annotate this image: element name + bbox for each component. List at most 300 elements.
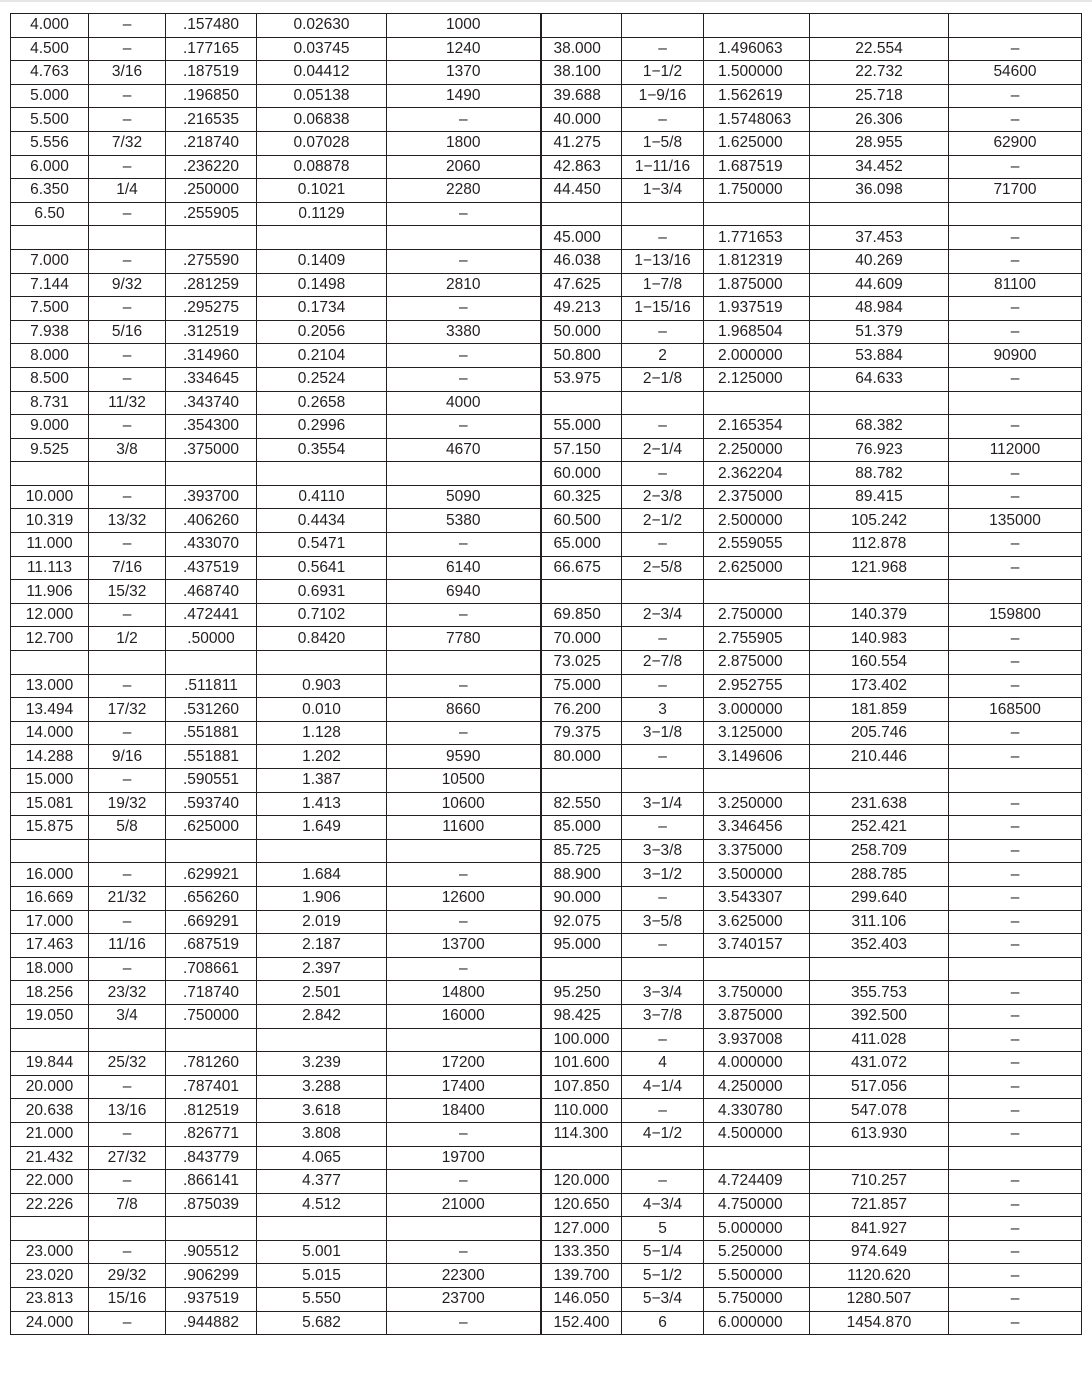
cell-right-value: 710.257 bbox=[810, 1170, 949, 1194]
table-row bbox=[11, 84, 1082, 108]
cell-right-fraction: 2−3/4 bbox=[622, 603, 704, 627]
cell-right-inch: 3.250000 bbox=[704, 792, 810, 816]
cell-left-inch: .393700 bbox=[166, 485, 257, 509]
cell-left-value bbox=[257, 462, 387, 486]
table-row bbox=[11, 61, 1082, 85]
cell-right-inch: 2.125000 bbox=[704, 367, 810, 391]
cell-left-fraction bbox=[89, 226, 166, 250]
cell-right-inch bbox=[704, 769, 810, 793]
cell-left-value: 5.001 bbox=[257, 1240, 387, 1264]
table-row bbox=[11, 415, 1082, 439]
cell-right-fraction: 1−7/8 bbox=[622, 273, 704, 297]
cell-left-load: 1370 bbox=[387, 61, 541, 85]
cell-right-fraction: 4−3/4 bbox=[622, 1193, 704, 1217]
cell-right-load: – bbox=[949, 1240, 1082, 1264]
cell-left-inch: .281259 bbox=[166, 273, 257, 297]
cell-left-inch: .275590 bbox=[166, 249, 257, 273]
cell-left-mm: 10.000 bbox=[11, 485, 89, 509]
cell-right-mm: 53.975 bbox=[541, 367, 622, 391]
cell-right-load: 112000 bbox=[949, 438, 1082, 462]
cell-right-mm: 107.850 bbox=[541, 1075, 622, 1099]
cell-right-load: – bbox=[949, 556, 1082, 580]
cell-left-load: 2060 bbox=[387, 155, 541, 179]
cell-left-inch: .187519 bbox=[166, 61, 257, 85]
cell-right-inch: 1.5748063 bbox=[704, 108, 810, 132]
cell-left-load: – bbox=[387, 249, 541, 273]
cell-right-value bbox=[810, 580, 949, 604]
table-row bbox=[11, 863, 1082, 887]
cell-right-load: – bbox=[949, 226, 1082, 250]
cell-right-inch: 5.750000 bbox=[704, 1288, 810, 1312]
cell-left-fraction: – bbox=[89, 910, 166, 934]
table-row bbox=[11, 556, 1082, 580]
cell-right-fraction: – bbox=[622, 415, 704, 439]
table-row bbox=[11, 957, 1082, 981]
cell-left-value: 0.08878 bbox=[257, 155, 387, 179]
cell-left-mm bbox=[11, 651, 89, 675]
cell-right-fraction: 2 bbox=[622, 344, 704, 368]
cell-left-mm: 7.000 bbox=[11, 249, 89, 273]
cell-left-mm: 19.050 bbox=[11, 1004, 89, 1028]
cell-right-inch: 3.543307 bbox=[704, 886, 810, 910]
cell-left-mm: 16.000 bbox=[11, 863, 89, 887]
cell-right-inch: 1.500000 bbox=[704, 61, 810, 85]
cell-left-mm: 22.226 bbox=[11, 1193, 89, 1217]
cell-right-mm: 120.650 bbox=[541, 1193, 622, 1217]
cell-right-inch: 3.125000 bbox=[704, 721, 810, 745]
cell-right-mm: 50.800 bbox=[541, 344, 622, 368]
cell-right-mm bbox=[541, 14, 622, 38]
cell-left-inch: .343740 bbox=[166, 391, 257, 415]
cell-left-inch: .334645 bbox=[166, 367, 257, 391]
cell-right-value: 89.415 bbox=[810, 485, 949, 509]
cell-right-value: 1454.870 bbox=[810, 1311, 949, 1335]
cell-left-fraction: 11/32 bbox=[89, 391, 166, 415]
cell-left-value: 0.903 bbox=[257, 674, 387, 698]
cell-left-inch: .218740 bbox=[166, 131, 257, 155]
cell-left-load: 3380 bbox=[387, 320, 541, 344]
cell-left-load: 23700 bbox=[387, 1288, 541, 1312]
cell-left-fraction: 1/2 bbox=[89, 627, 166, 651]
cell-right-mm: 38.000 bbox=[541, 37, 622, 61]
cell-right-value: 181.859 bbox=[810, 698, 949, 722]
cell-right-load: – bbox=[949, 415, 1082, 439]
cell-left-load: 17400 bbox=[387, 1075, 541, 1099]
table-row bbox=[11, 367, 1082, 391]
cell-right-fraction bbox=[622, 391, 704, 415]
cell-left-mm bbox=[11, 226, 89, 250]
table-row bbox=[11, 792, 1082, 816]
cell-left-inch: .812519 bbox=[166, 1099, 257, 1123]
table-row bbox=[11, 155, 1082, 179]
cell-right-mm bbox=[541, 1146, 622, 1170]
cell-left-value bbox=[257, 839, 387, 863]
cell-right-value: 841.927 bbox=[810, 1217, 949, 1241]
table-row bbox=[11, 438, 1082, 462]
cell-right-inch: 5.250000 bbox=[704, 1240, 810, 1264]
cell-right-mm: 95.250 bbox=[541, 981, 622, 1005]
cell-left-mm: 7.938 bbox=[11, 320, 89, 344]
cell-left-inch: .687519 bbox=[166, 934, 257, 958]
cell-left-value bbox=[257, 226, 387, 250]
cell-right-mm: 92.075 bbox=[541, 910, 622, 934]
cell-left-mm bbox=[11, 1217, 89, 1241]
cell-left-fraction: 25/32 bbox=[89, 1052, 166, 1076]
cell-left-fraction: – bbox=[89, 485, 166, 509]
cell-left-value bbox=[257, 1028, 387, 1052]
cell-right-load: – bbox=[949, 1311, 1082, 1335]
cell-right-inch: 4.330780 bbox=[704, 1099, 810, 1123]
cell-right-load: – bbox=[949, 485, 1082, 509]
cell-left-value: 3.239 bbox=[257, 1052, 387, 1076]
cell-right-fraction: 1−13/16 bbox=[622, 249, 704, 273]
cell-right-mm: 69.850 bbox=[541, 603, 622, 627]
cell-right-fraction: 1−9/16 bbox=[622, 84, 704, 108]
cell-right-load: – bbox=[949, 721, 1082, 745]
cell-left-inch: .406260 bbox=[166, 509, 257, 533]
cell-right-mm bbox=[541, 202, 622, 226]
cell-left-load: 8660 bbox=[387, 698, 541, 722]
cell-left-mm: 18.256 bbox=[11, 981, 89, 1005]
cell-right-load: – bbox=[949, 1099, 1082, 1123]
cell-left-load: 7780 bbox=[387, 627, 541, 651]
cell-right-mm: 95.000 bbox=[541, 934, 622, 958]
cell-left-value: 4.377 bbox=[257, 1170, 387, 1194]
cell-right-value: 299.640 bbox=[810, 886, 949, 910]
cell-left-value: 3.288 bbox=[257, 1075, 387, 1099]
cell-right-fraction: 3−1/8 bbox=[622, 721, 704, 745]
cell-right-fraction bbox=[622, 1146, 704, 1170]
cell-left-mm bbox=[11, 462, 89, 486]
cell-right-load bbox=[949, 957, 1082, 981]
cell-left-fraction: 5/8 bbox=[89, 816, 166, 840]
cell-right-mm: 39.688 bbox=[541, 84, 622, 108]
table-row bbox=[11, 179, 1082, 203]
cell-left-fraction: – bbox=[89, 674, 166, 698]
cell-right-inch: 4.724409 bbox=[704, 1170, 810, 1194]
table-row bbox=[11, 886, 1082, 910]
cell-left-load: – bbox=[387, 1170, 541, 1194]
cell-right-load: – bbox=[949, 1288, 1082, 1312]
cell-left-value: 2.397 bbox=[257, 957, 387, 981]
table-row bbox=[11, 603, 1082, 627]
cell-left-value: 0.8420 bbox=[257, 627, 387, 651]
cell-left-inch: .906299 bbox=[166, 1264, 257, 1288]
cell-left-inch: .312519 bbox=[166, 320, 257, 344]
cell-right-fraction: 4−1/4 bbox=[622, 1075, 704, 1099]
cell-left-fraction: – bbox=[89, 1075, 166, 1099]
cell-left-inch bbox=[166, 1217, 257, 1241]
cell-left-fraction: – bbox=[89, 344, 166, 368]
cell-right-mm: 66.675 bbox=[541, 556, 622, 580]
cell-left-mm: 12.700 bbox=[11, 627, 89, 651]
cell-left-inch bbox=[166, 462, 257, 486]
cell-right-fraction: 3 bbox=[622, 698, 704, 722]
table-row bbox=[11, 816, 1082, 840]
cell-left-inch: .866141 bbox=[166, 1170, 257, 1194]
cell-left-mm: 11.113 bbox=[11, 556, 89, 580]
cell-left-fraction: – bbox=[89, 603, 166, 627]
table-row bbox=[11, 1004, 1082, 1028]
cell-left-fraction: 15/32 bbox=[89, 580, 166, 604]
cell-right-mm: 40.000 bbox=[541, 108, 622, 132]
cell-right-load: – bbox=[949, 320, 1082, 344]
cell-left-load: 2810 bbox=[387, 273, 541, 297]
cell-left-value: 0.06838 bbox=[257, 108, 387, 132]
cell-right-load: – bbox=[949, 1028, 1082, 1052]
cell-right-inch: 1.496063 bbox=[704, 37, 810, 61]
cell-right-inch: 2.375000 bbox=[704, 485, 810, 509]
cell-right-value: 311.106 bbox=[810, 910, 949, 934]
cell-right-load: – bbox=[949, 1004, 1082, 1028]
cell-left-fraction: – bbox=[89, 769, 166, 793]
cell-left-load: – bbox=[387, 1311, 541, 1335]
cell-right-load bbox=[949, 769, 1082, 793]
cell-right-inch: 1.937519 bbox=[704, 297, 810, 321]
cell-left-value: 5.015 bbox=[257, 1264, 387, 1288]
cell-right-load: – bbox=[949, 981, 1082, 1005]
cell-right-load: 71700 bbox=[949, 179, 1082, 203]
cell-right-inch: 2.559055 bbox=[704, 533, 810, 557]
cell-left-fraction: 3/8 bbox=[89, 438, 166, 462]
table-row bbox=[11, 509, 1082, 533]
cell-right-fraction: 2−3/8 bbox=[622, 485, 704, 509]
cell-right-value: 517.056 bbox=[810, 1075, 949, 1099]
cell-right-mm: 75.000 bbox=[541, 674, 622, 698]
cell-right-value: 25.718 bbox=[810, 84, 949, 108]
table-row bbox=[11, 1146, 1082, 1170]
cell-left-load: – bbox=[387, 297, 541, 321]
cell-right-fraction: – bbox=[622, 533, 704, 557]
cell-right-mm: 73.025 bbox=[541, 651, 622, 675]
cell-right-fraction: 3−5/8 bbox=[622, 910, 704, 934]
cell-left-load: 14800 bbox=[387, 981, 541, 1005]
cell-left-value: 0.07028 bbox=[257, 131, 387, 155]
cell-left-fraction: 29/32 bbox=[89, 1264, 166, 1288]
table-row bbox=[11, 226, 1082, 250]
cell-right-load: 62900 bbox=[949, 131, 1082, 155]
cell-left-value: 0.4434 bbox=[257, 509, 387, 533]
cell-left-inch: .177165 bbox=[166, 37, 257, 61]
cell-left-load bbox=[387, 651, 541, 675]
cell-left-inch: .781260 bbox=[166, 1052, 257, 1076]
cell-right-value: 105.242 bbox=[810, 509, 949, 533]
cell-left-inch: .826771 bbox=[166, 1122, 257, 1146]
cell-right-mm: 42.863 bbox=[541, 155, 622, 179]
cell-left-fraction: – bbox=[89, 415, 166, 439]
cell-right-load bbox=[949, 14, 1082, 38]
cell-right-value: 252.421 bbox=[810, 816, 949, 840]
cell-left-load bbox=[387, 1028, 541, 1052]
cell-left-load: – bbox=[387, 863, 541, 887]
cell-right-value: 392.500 bbox=[810, 1004, 949, 1028]
cell-left-inch: .468740 bbox=[166, 580, 257, 604]
cell-left-inch: .937519 bbox=[166, 1288, 257, 1312]
cell-left-fraction: 13/32 bbox=[89, 509, 166, 533]
cell-left-value: 0.6931 bbox=[257, 580, 387, 604]
table-row bbox=[11, 769, 1082, 793]
cell-right-fraction: 1−15/16 bbox=[622, 297, 704, 321]
table-row bbox=[11, 202, 1082, 226]
cell-right-value: 34.452 bbox=[810, 155, 949, 179]
cell-right-value: 121.968 bbox=[810, 556, 949, 580]
cell-left-value: 0.1129 bbox=[257, 202, 387, 226]
cell-left-inch: .787401 bbox=[166, 1075, 257, 1099]
cell-left-load: 1000 bbox=[387, 14, 541, 38]
cell-left-inch: .196850 bbox=[166, 84, 257, 108]
cell-right-value: 613.930 bbox=[810, 1122, 949, 1146]
cell-left-inch bbox=[166, 651, 257, 675]
cell-right-mm: 57.150 bbox=[541, 438, 622, 462]
cell-left-load: 19700 bbox=[387, 1146, 541, 1170]
cell-right-fraction: – bbox=[622, 108, 704, 132]
cell-left-mm: 6.000 bbox=[11, 155, 89, 179]
cell-right-value: 1280.507 bbox=[810, 1288, 949, 1312]
cell-right-load: – bbox=[949, 1122, 1082, 1146]
cell-left-fraction: 9/16 bbox=[89, 745, 166, 769]
cell-left-value: 1.649 bbox=[257, 816, 387, 840]
cell-left-mm: 8.500 bbox=[11, 367, 89, 391]
cell-left-inch: .354300 bbox=[166, 415, 257, 439]
cell-left-fraction: – bbox=[89, 297, 166, 321]
table-row bbox=[11, 344, 1082, 368]
cell-left-value: 0.2104 bbox=[257, 344, 387, 368]
table-row bbox=[11, 37, 1082, 61]
cell-left-value: 2.019 bbox=[257, 910, 387, 934]
cell-left-value: 0.1021 bbox=[257, 179, 387, 203]
cell-left-fraction: 27/32 bbox=[89, 1146, 166, 1170]
cell-right-fraction: – bbox=[622, 627, 704, 651]
cell-left-mm: 11.000 bbox=[11, 533, 89, 557]
cell-right-load: – bbox=[949, 1075, 1082, 1099]
cell-right-mm: 79.375 bbox=[541, 721, 622, 745]
cell-left-fraction: – bbox=[89, 533, 166, 557]
cell-left-load: – bbox=[387, 674, 541, 698]
cell-left-mm: 23.813 bbox=[11, 1288, 89, 1312]
cell-right-fraction: 5 bbox=[622, 1217, 704, 1241]
cell-left-mm: 8.000 bbox=[11, 344, 89, 368]
table-row bbox=[11, 1240, 1082, 1264]
table-row bbox=[11, 108, 1082, 132]
cell-left-load: 10500 bbox=[387, 769, 541, 793]
cell-left-inch: .875039 bbox=[166, 1193, 257, 1217]
table-row bbox=[11, 485, 1082, 509]
cell-right-mm: 60.500 bbox=[541, 509, 622, 533]
cell-left-mm: 20.000 bbox=[11, 1075, 89, 1099]
cell-left-load: – bbox=[387, 415, 541, 439]
cell-right-load: 135000 bbox=[949, 509, 1082, 533]
cell-right-fraction: 2−7/8 bbox=[622, 651, 704, 675]
cell-left-inch: .314960 bbox=[166, 344, 257, 368]
cell-left-mm: 17.463 bbox=[11, 934, 89, 958]
cell-left-value: 3.808 bbox=[257, 1122, 387, 1146]
cell-right-mm: 49.213 bbox=[541, 297, 622, 321]
cell-right-value: 160.554 bbox=[810, 651, 949, 675]
cell-right-fraction: 1−5/8 bbox=[622, 131, 704, 155]
cell-right-fraction: 3−1/2 bbox=[622, 863, 704, 887]
cell-right-load: – bbox=[949, 155, 1082, 179]
cell-left-load: 22300 bbox=[387, 1264, 541, 1288]
cell-left-value: 4.065 bbox=[257, 1146, 387, 1170]
cell-left-mm: 16.669 bbox=[11, 886, 89, 910]
cell-left-value: 1.684 bbox=[257, 863, 387, 887]
table-row bbox=[11, 131, 1082, 155]
cell-right-mm: 114.300 bbox=[541, 1122, 622, 1146]
cell-left-value: 5.682 bbox=[257, 1311, 387, 1335]
cell-right-mm: 65.000 bbox=[541, 533, 622, 557]
cell-right-mm: 38.100 bbox=[541, 61, 622, 85]
cell-right-mm: 146.050 bbox=[541, 1288, 622, 1312]
table-row bbox=[11, 1099, 1082, 1123]
cell-left-mm: 4.763 bbox=[11, 61, 89, 85]
cell-right-fraction: – bbox=[622, 816, 704, 840]
cell-left-value: 0.2658 bbox=[257, 391, 387, 415]
cell-right-inch bbox=[704, 1146, 810, 1170]
cell-right-value: 53.884 bbox=[810, 344, 949, 368]
cell-right-mm: 60.325 bbox=[541, 485, 622, 509]
cell-right-mm: 88.900 bbox=[541, 863, 622, 887]
cell-right-fraction bbox=[622, 957, 704, 981]
cell-left-value: 0.1409 bbox=[257, 249, 387, 273]
cell-right-fraction: – bbox=[622, 745, 704, 769]
cell-left-load: – bbox=[387, 910, 541, 934]
cell-right-fraction: – bbox=[622, 226, 704, 250]
cell-right-value: 26.306 bbox=[810, 108, 949, 132]
cell-right-value: 51.379 bbox=[810, 320, 949, 344]
cell-right-inch: 1.771653 bbox=[704, 226, 810, 250]
cell-right-inch: 3.500000 bbox=[704, 863, 810, 887]
cell-right-value: 36.098 bbox=[810, 179, 949, 203]
cell-left-fraction: – bbox=[89, 721, 166, 745]
cell-right-load: – bbox=[949, 297, 1082, 321]
cell-left-inch: .216535 bbox=[166, 108, 257, 132]
cell-left-value: 4.512 bbox=[257, 1193, 387, 1217]
cell-left-load: 18400 bbox=[387, 1099, 541, 1123]
cell-left-fraction: 11/16 bbox=[89, 934, 166, 958]
cell-left-fraction: – bbox=[89, 957, 166, 981]
cell-right-value bbox=[810, 769, 949, 793]
cell-right-inch: 3.875000 bbox=[704, 1004, 810, 1028]
cell-left-value: 0.5641 bbox=[257, 556, 387, 580]
cell-left-fraction: – bbox=[89, 1170, 166, 1194]
cell-left-mm: 9.525 bbox=[11, 438, 89, 462]
cell-left-value: 0.010 bbox=[257, 698, 387, 722]
cell-left-load bbox=[387, 1217, 541, 1241]
table-row bbox=[11, 1075, 1082, 1099]
cell-left-fraction: – bbox=[89, 367, 166, 391]
cell-right-load bbox=[949, 391, 1082, 415]
cell-left-mm: 19.844 bbox=[11, 1052, 89, 1076]
table-row bbox=[11, 910, 1082, 934]
cell-right-load bbox=[949, 1146, 1082, 1170]
cell-right-load: – bbox=[949, 462, 1082, 486]
cell-right-load: – bbox=[949, 674, 1082, 698]
cell-right-value: 76.923 bbox=[810, 438, 949, 462]
table-row bbox=[11, 1288, 1082, 1312]
cell-left-load: 5090 bbox=[387, 485, 541, 509]
cell-left-mm: 24.000 bbox=[11, 1311, 89, 1335]
cell-left-load: 6140 bbox=[387, 556, 541, 580]
cell-left-value: 2.187 bbox=[257, 934, 387, 958]
cell-left-fraction: 1/4 bbox=[89, 179, 166, 203]
cell-left-value: 2.501 bbox=[257, 981, 387, 1005]
cell-left-fraction: – bbox=[89, 202, 166, 226]
table-row bbox=[11, 981, 1082, 1005]
cell-left-value: 0.2524 bbox=[257, 367, 387, 391]
cell-right-load: – bbox=[949, 792, 1082, 816]
cell-left-load: 17200 bbox=[387, 1052, 541, 1076]
cell-left-inch: .590551 bbox=[166, 769, 257, 793]
